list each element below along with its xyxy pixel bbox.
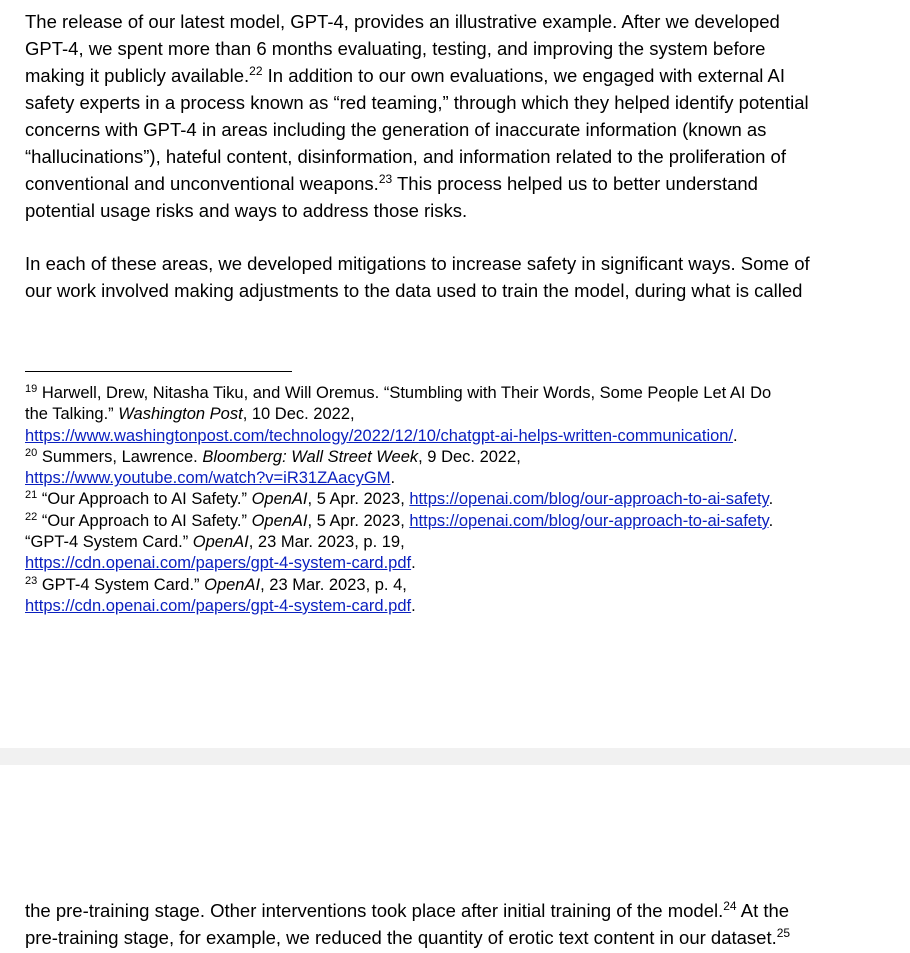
footnotes: $^{19}$ Harwell, Drew, Nitasha Tiku, and Will Oremus. “Stumbling with Their Words, Some People Let AI Do the Talking.” Washington Post, 10 Dec. 2022, https://www.washingtonpost.com/technology/2022/12/10/chatgpt-ai-helps-written-communication/. $^{20}$ Summers, Lawrence. Bloomberg: Wall Street Week, 9 Dec. 2022, https://www.youtube.com/watch?v=iR31ZAacyGM. $^{21}$ “Our Approach to AI Safety.” OpenAI, 5 Apr. 2023, https://openai.com/blog/our-approach-to-ai-safety. $^{22}$ “Our Approach to AI Safety.” OpenAI, 5 Apr. 2023, https://openai.com/blog/our-approach-to-ai-safety. “GPT-4 System Card.” OpenAI, 23 Mar. 2023, p. 19, https://cdn.openai.com/papers/gpt-4-system-card.pdf. $^{23}$ GPT-4 System Card.” OpenAI, 23 Mar. 2023, p. 4, https://cdn.openai.com/papers/gpt-4-system-card.pdf. [25, 383, 895, 617]
footnote-ref-23[interactable]: 23 [378, 172, 393, 186]
footnote-21-link[interactable]: https://openai.com/blog/our-approach-to-ai-safety [409, 490, 769, 509]
footnote-23-link[interactable]: https://cdn.openai.com/papers/gpt-4-system-card.pdf [25, 596, 412, 615]
document-page-2 [0, 765, 910, 953]
footnote-19: $^{19}$ Harwell, Drew, Nitasha Tiku, and Will Oremus. “Stumbling with Their Words, Some People Let AI Do [25, 383, 772, 402]
footnote-ref-24[interactable]: 24 [723, 899, 737, 913]
footnote-21: $^{21}$ “Our Approach to AI Safety.” OpenAI, 5 Apr. 2023, https://openai.com/blog/our-approach-to-ai-safety. [25, 489, 774, 509]
footnote-23: $^{23}$ GPT-4 System Card.” OpenAI, 23 Mar. 2023, p. 4, [25, 574, 407, 594]
footnote-20-link[interactable]: https://www.youtube.com/watch?v=iR31ZAacyGM [25, 469, 391, 488]
body-paragraph-red-teaming: The release of our latest model, GPT-4, provides an illustrative example. After we developed GPT-4, we spent more than 6 months evaluating, testing, and improving the system before making it publicly available.$^{22}$ In addition to our own evaluations, we engaged with external AI safety experts in a process known as “red teaming,” through which they helped identify potential concerns with GPT-4 in areas including the generation of inaccurate information (known as “hallucinations”), hateful content, disinformation, and information related to the proliferation of conventional and unconventional weapons.$^{23}$ This process helped us to better understand potential usage risks and ways to address those risks. [25, 11, 809, 221]
page-break [0, 748, 910, 765]
footnote-ref-22[interactable]: 22 [249, 64, 263, 78]
footnote-20: $^{20}$ Summers, Lawrence. Bloomberg: Wall Street Week, 9 Dec. 2022, [25, 446, 521, 466]
footnote-22-link-2[interactable]: https://cdn.openai.com/papers/gpt-4-system-card.pdf [25, 554, 412, 573]
body-paragraph-pretraining: the pre-training stage. Other interventions took place after initial training of the model.$^{24}$ At the pre-training stage, for example, we reduced the quantity of erotic text content in our dataset.$^{25}$ [25, 899, 791, 948]
footnote-19-link[interactable]: https://www.washingtonpost.com/technology/2022/12/10/chatgpt-ai-helps-written-communication/ [25, 426, 734, 445]
footnote-ref-25[interactable]: 25 [776, 926, 791, 940]
body-paragraph-mitigations: In each of these areas, we developed mitigations to increase safety in significant ways. Some of our work involved making adjustments to the data used to train the model, during what is called [25, 253, 810, 301]
footnote-22: $^{22}$ “Our Approach to AI Safety.” OpenAI, 5 Apr. 2023, https://openai.com/blog/our-approach-to-ai-safety. [25, 510, 774, 530]
footnote-22-link[interactable]: https://openai.com/blog/our-approach-to-ai-safety [409, 511, 769, 530]
footnote-separator [25, 371, 292, 372]
